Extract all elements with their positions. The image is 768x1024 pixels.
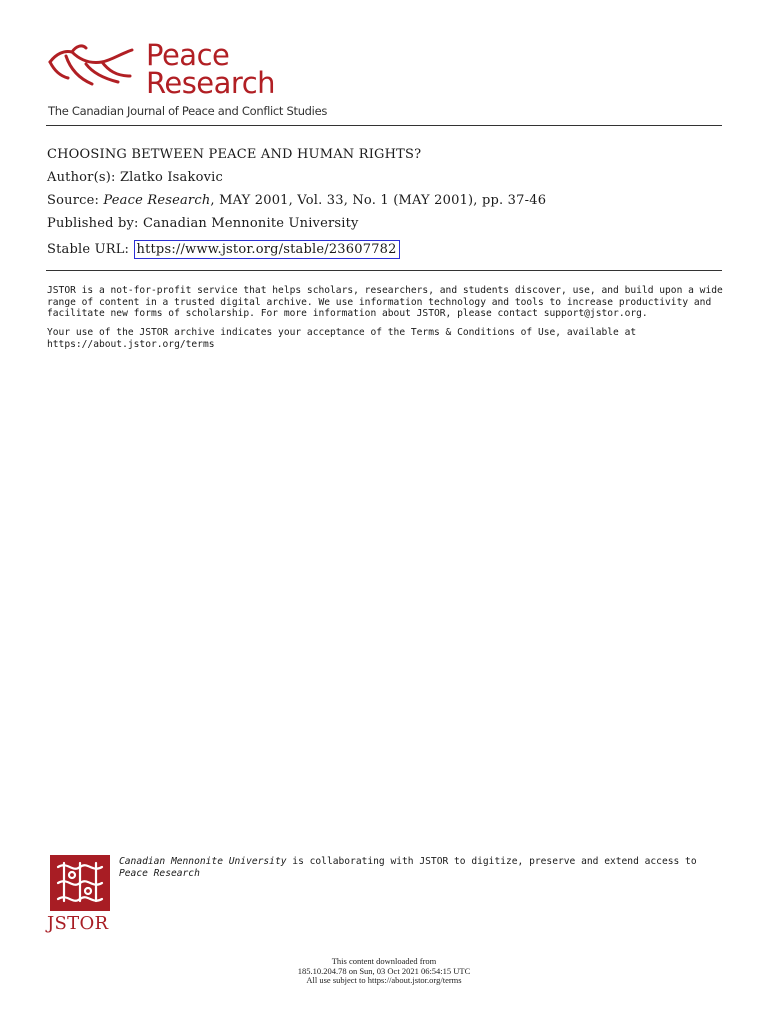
terms-paragraph: Your use of the JSTOR archive indicates your acceptance of the Terms & Conditions of Use, available at https://about.jstor.org/terms bbox=[47, 327, 637, 350]
jstor-emblem-icon bbox=[50, 855, 110, 911]
publisher-line bbox=[47, 216, 359, 232]
top-divider bbox=[46, 125, 722, 126]
footer-line-2: 185.10.204.78 on Sun, 03 Oct 2021 06:54:15 UTC bbox=[297, 965, 471, 976]
footer-line-3: All use subject to https://about.jstor.org/terms bbox=[306, 975, 462, 985]
collab-institution: Canadian Mennonite University bbox=[119, 856, 287, 867]
logo-word-research: Research bbox=[146, 66, 276, 100]
author-line bbox=[47, 170, 223, 186]
publisher-name: Canadian Mennonite University bbox=[142, 216, 359, 231]
article-title: CHOOSING BETWEEN PEACE AND HUMAN RIGHTS? bbox=[47, 147, 422, 162]
meta-divider bbox=[46, 270, 722, 271]
peace-research-logo bbox=[46, 40, 346, 122]
collab-journal: Peace Research bbox=[119, 867, 200, 879]
footer-line-1: This content downloaded from bbox=[331, 956, 437, 966]
logo-word-peace: Peace bbox=[146, 38, 230, 72]
stable-url-link[interactable]: https://www.jstor.org/stable/23607782 bbox=[134, 240, 400, 259]
logo-subtitle: The Canadian Journal of Peace and Conflict Studies bbox=[48, 104, 328, 118]
collaboration-note bbox=[119, 856, 719, 879]
jstor-wordmark: JSTOR bbox=[47, 913, 109, 934]
source-line bbox=[47, 193, 546, 209]
download-footer bbox=[0, 957, 768, 986]
source-details: , MAY 2001, Vol. 33, No. 1 (MAY 2001), pp. 37-46 bbox=[210, 193, 547, 208]
stable-url-line bbox=[47, 242, 400, 258]
author-name: Zlatko Isakovic bbox=[119, 170, 223, 185]
source-journal: Peace Research bbox=[103, 193, 211, 208]
author-label: Author(s): bbox=[47, 170, 116, 185]
collab-text: is collaborating with JSTOR to digitize, preserve and extend access to bbox=[286, 856, 697, 867]
source-label: Source: bbox=[47, 193, 100, 208]
stable-url-label: Stable URL: bbox=[47, 242, 130, 257]
jstor-logo bbox=[47, 855, 115, 935]
dove-icon bbox=[46, 42, 136, 90]
jstor-about-paragraph: JSTOR is a not-for-profit service that helps scholars, researchers, and students discover, use, and build upon a wide range of content in a trusted digital archive. We use information technology and tools to increase productivity and facilitate new forms of scholarship. For more information about JSTOR, please contact support@jstor.org. bbox=[47, 285, 723, 319]
publisher-label: Published by: bbox=[47, 216, 139, 231]
